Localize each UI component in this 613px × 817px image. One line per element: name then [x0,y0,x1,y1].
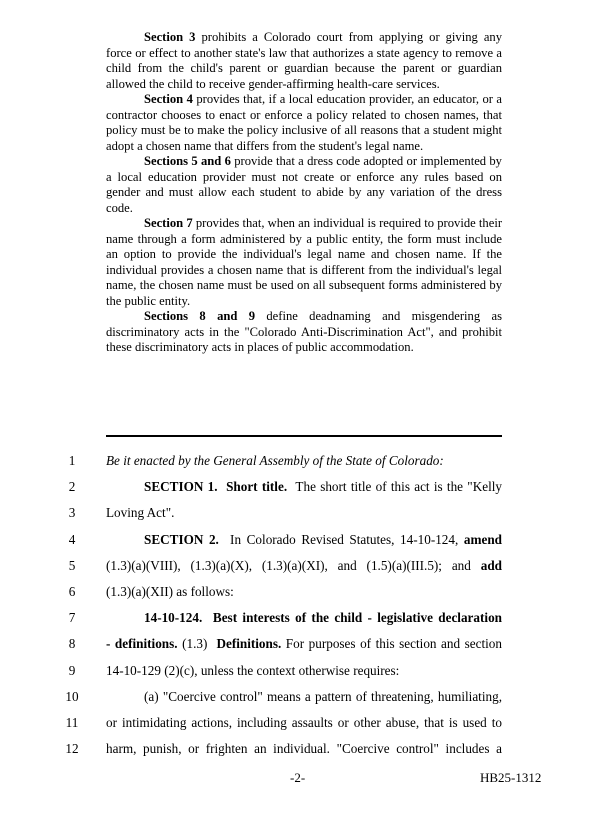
bill-line [0,658,613,684]
line-segment: For purposes of this section and section [281,636,502,652]
line-text [106,527,502,553]
line-segment: Loving Act". [106,505,175,521]
summary-section-heading: Sections 5 and 6 [144,154,231,168]
line-segment: 14-10-124. Best interests of the child - legislative declaration [144,610,502,626]
line-text [106,605,502,631]
summary-paragraph [106,154,502,216]
bill-line [0,553,613,579]
bill-line [0,474,613,500]
line-segment: or intimidating actions, including assaults or other abuse, that is used to [106,714,502,730]
line-text [106,631,502,657]
line-text [106,710,502,736]
line-number: 5 [68,557,76,573]
line-number: 4 [68,531,76,547]
line-segment: 14-10-129 (2)(c), unless the context otherwise requires: [106,662,400,678]
summary-text: provide that a dress code adopted or implemented by a local education provider must not create or enforce any rules based on gender and must allow each student to abide by any variation of the dress code. [106,154,502,215]
line-number: 12 [65,741,79,757]
summary-section-heading: Section 3 [144,30,196,44]
bill-line [0,710,613,736]
page-footer [0,770,613,790]
summary-paragraph [106,92,502,154]
line-text [106,474,502,500]
line-segment: Be it enacted by the General Assembly of the State of Colorado: [106,453,444,468]
line-segment: (a) "Coercive control" means a pattern of threatening, humiliating, [144,688,502,704]
line-text [106,500,502,526]
bill-line [0,736,613,762]
summary-text: define deadnaming and misgendering as discriminatory acts in the "Colorado Anti-Discrimination Act", and prohibit these discriminatory acts in places of public accommodation. [106,309,502,354]
bill-line [0,527,613,553]
line-number: 3 [68,505,76,521]
summary-section-heading: Section 7 [144,216,193,230]
line-number: 11 [65,714,79,730]
line-segment: amend [463,531,502,547]
bill-line [0,684,613,710]
line-segment: add [480,557,502,573]
line-text [106,579,502,605]
separator-rule [106,435,502,437]
bill-summary [106,30,502,356]
line-number: 6 [68,583,76,599]
line-segment: (1.3)(a)(XII) as follows: [106,583,234,599]
line-text [106,448,502,474]
bill-line [0,579,613,605]
line-segment: (1.3) [177,636,217,652]
line-number: 8 [68,636,76,652]
line-segment: In Colorado Revised Statutes, 14-10-124, [218,531,464,547]
summary-section-heading: Section 4 [144,92,193,106]
bill-text [0,448,613,762]
line-number: 10 [65,688,79,704]
page-number: -2- [290,770,306,785]
line-segment: (1.3)(a)(VIII), (1.3)(a)(X), (1.3)(a)(XI), and (1.5)(a)(III.5); and [106,557,481,573]
bill-line [0,605,613,631]
line-segment: harm, punish, or frighten an individual. "Coercive control" includes a [106,741,502,757]
line-segment: - definitions. [106,636,178,652]
bill-line [0,500,613,526]
line-segment: SECTION 2. [144,531,219,547]
summary-paragraph [106,309,502,356]
summary-section-heading: Sections 8 and 9 [144,309,256,323]
bill-line [0,448,613,474]
line-number: 7 [68,610,76,626]
line-text [106,736,502,762]
line-number: 1 [68,453,76,468]
line-text [106,553,502,579]
summary-paragraph [106,30,502,92]
line-number: 2 [68,479,76,495]
line-text [106,684,502,710]
line-text [106,658,502,684]
summary-paragraph [106,216,502,309]
summary-text: prohibits a Colorado court from applying or giving any force or effect to another state's law that authorizes a state agency to remove a child from the child's parent or guardian because the parent or guardian allowed the child to receive gender-affirming health-care services. [106,30,502,91]
line-segment: SECTION 1. Short title. [144,479,288,495]
summary-text: provides that, when an individual is required to provide their name through a form administered by a public entity, the form must include an option to provide the individual's legal name and chosen name. If the individual provides a chosen name that is different from the individual's legal name, the chosen name must be used on all subsequent forms administered by the public entity. [106,216,503,308]
summary-text: provides that, if a local education provider, an educator, or a contractor chooses to enact or enforce a policy related to chosen names, that policy must be to make the policy inclusive of all reasons that a student might adopt a chosen name that differs from the student's legal name. [106,92,502,153]
bill-line [0,631,613,657]
line-number: 9 [68,662,76,678]
line-segment: Definitions. [216,636,282,652]
bill-id: HB25-1312 [480,770,542,785]
line-segment: The short title of this act is the "Kelly [287,479,502,495]
